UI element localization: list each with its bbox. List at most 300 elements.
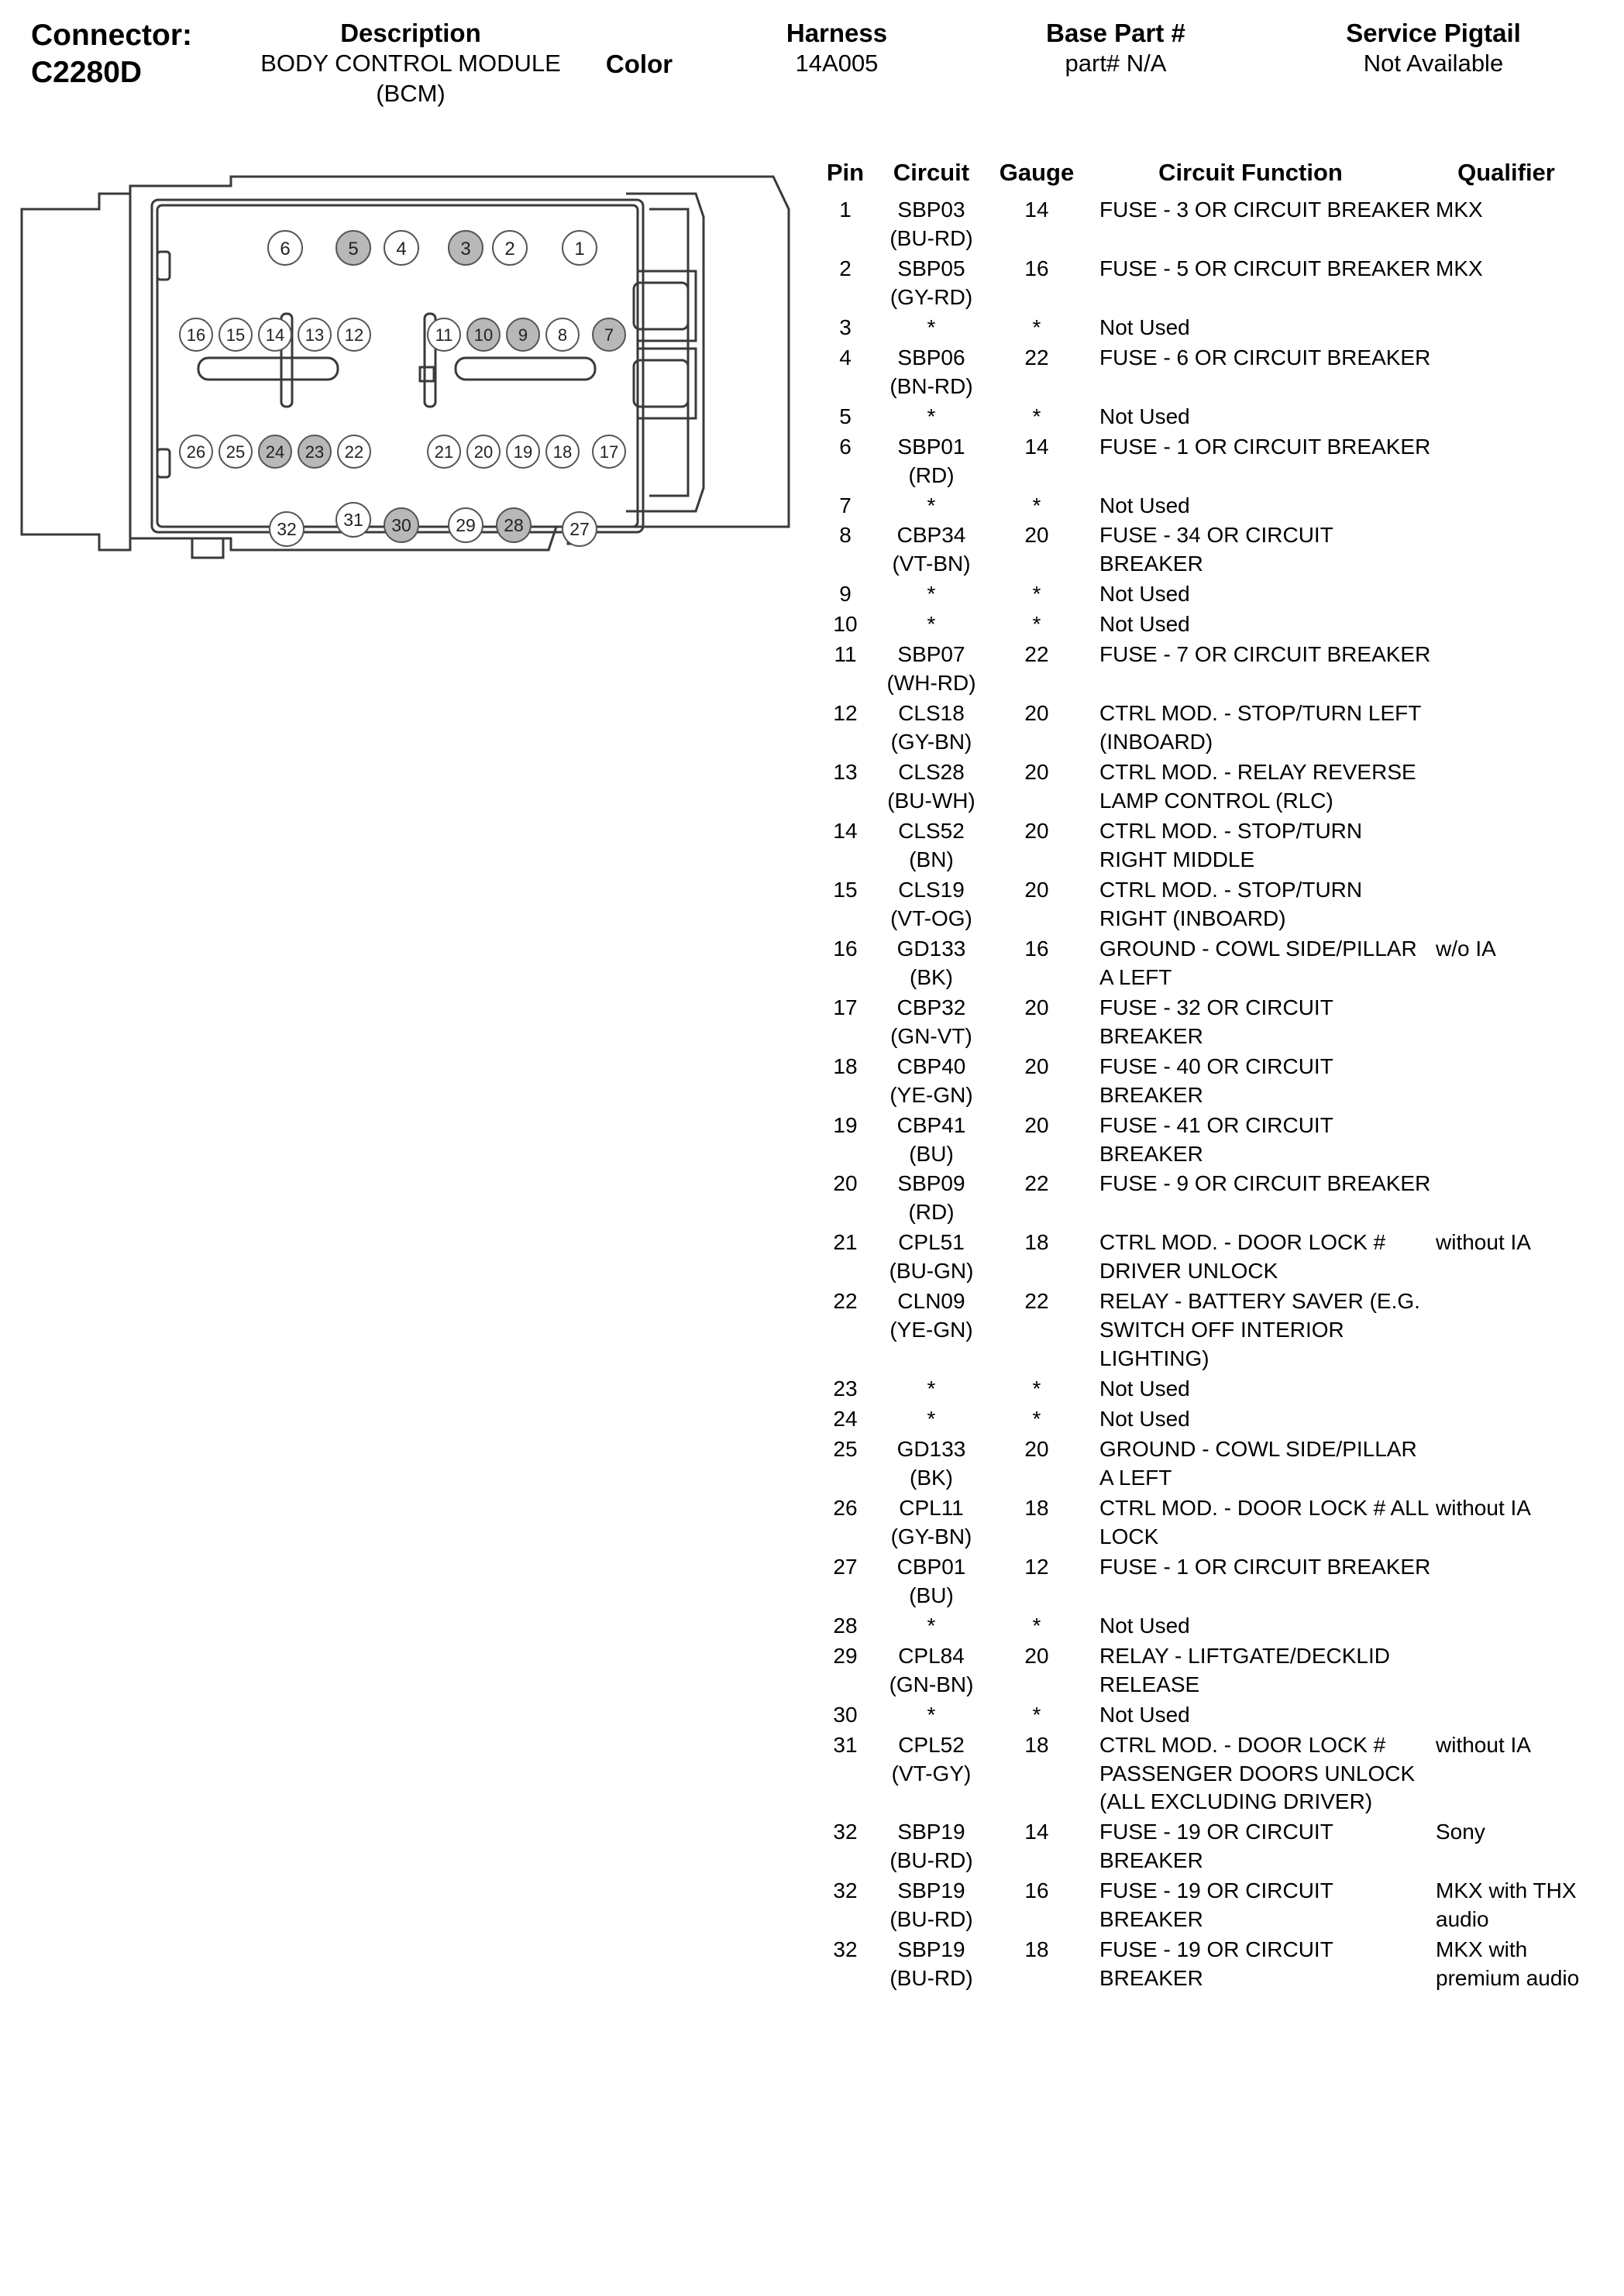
cell-circuit: [873, 610, 989, 639]
cell-qualifier: [1433, 1642, 1614, 1700]
cell-gauge: 22: [1024, 345, 1049, 369]
circuit-code: CPL84: [898, 1643, 965, 1668]
circuit-color: (GN-VT): [890, 1023, 972, 1048]
cell-pin: 12: [833, 701, 858, 726]
table-row: [817, 1731, 1615, 1817]
cell-pin: 1: [839, 198, 852, 222]
base-part-value: part# N/A: [1065, 50, 1167, 77]
table-row: [817, 1435, 1615, 1493]
pin-29: [449, 508, 483, 542]
svg-text:28: 28: [504, 515, 524, 535]
cell-circuit-function: CTRL MOD. - DOOR LOCK # PASSENGER DOORS UNLOCK (ALL EXCLUDING DRIVER): [1099, 1732, 1416, 1814]
circuit-code: SBP05: [897, 256, 965, 280]
cell-pin: 13: [833, 760, 858, 785]
svg-text:12: 12: [344, 325, 364, 345]
cell-circuit-function: Not Used: [1099, 1377, 1190, 1401]
harness-title: Harness: [786, 19, 888, 47]
cell-circuit: [873, 758, 989, 816]
cell-qualifier: without IA: [1436, 1732, 1531, 1757]
circuit-color: (BU-RD): [889, 225, 973, 250]
table-row: [817, 610, 1615, 639]
cell-qualifier: [1433, 1435, 1614, 1493]
cell-circuit: [873, 1112, 989, 1169]
pin-5: [336, 231, 370, 265]
pin-10: [467, 318, 500, 351]
cell-circuit-function: CTRL MOD. - DOOR LOCK # ALL LOCK: [1099, 1495, 1429, 1548]
cell-gauge: 18: [1024, 1732, 1049, 1757]
circuit-color: (BU-GN): [889, 1259, 974, 1284]
cell-gauge: 22: [1024, 1171, 1049, 1196]
pin-15: [219, 318, 252, 351]
circuit-code: *: [927, 1702, 936, 1727]
cell-circuit: [873, 1287, 989, 1373]
circuit-code: *: [927, 1407, 936, 1432]
cell-qualifier: [1433, 876, 1614, 933]
pin-17: [593, 435, 625, 468]
table-row: [817, 1701, 1615, 1730]
table-row: [817, 433, 1615, 490]
cell-circuit-function: Not Used: [1099, 1407, 1190, 1432]
table-row: [817, 994, 1615, 1051]
cell-circuit: [873, 1435, 989, 1493]
cell-qualifier: [1433, 1553, 1614, 1610]
cell-pin: 4: [839, 345, 852, 369]
table-row: [817, 580, 1615, 609]
cell-circuit-function: FUSE - 19 OR CIRCUIT BREAKER: [1099, 1937, 1333, 1991]
cell-circuit: [873, 255, 989, 312]
cell-qualifier: [1433, 344, 1614, 401]
pin-row-3: [180, 435, 625, 468]
cell-qualifier: [1433, 758, 1614, 816]
cell-circuit: [873, 196, 989, 253]
connector-id-block: [31, 17, 192, 91]
circuit-code: CLS52: [898, 819, 965, 844]
cell-circuit: [873, 1818, 989, 1875]
circuit-color: (BU-WH): [887, 789, 975, 813]
cell-qualifier: [1433, 1112, 1614, 1169]
cell-circuit: [873, 314, 989, 342]
cell-circuit-function: FUSE - 9 OR CIRCUIT BREAKER: [1099, 1171, 1431, 1196]
circuit-code: GD133: [896, 1437, 966, 1462]
pin-row-1: [268, 231, 597, 265]
cell-gauge: *: [1032, 1407, 1041, 1432]
cell-pin: 11: [834, 642, 857, 667]
cell-circuit-function: FUSE - 34 OR CIRCUIT BREAKER: [1099, 523, 1333, 576]
column-header-circuit: Circuit: [893, 159, 970, 186]
cell-circuit-function: FUSE - 32 OR CIRCUIT BREAKER: [1099, 995, 1333, 1048]
table-row: [817, 196, 1615, 253]
cell-circuit: [873, 1642, 989, 1700]
circuit-color: (BU): [909, 1583, 954, 1607]
pin-25: [219, 435, 252, 468]
cell-gauge: 20: [1024, 1112, 1049, 1137]
cell-circuit: [873, 1731, 989, 1817]
cell-circuit: [873, 1053, 989, 1110]
cell-pin: 2: [839, 256, 852, 280]
cell-circuit: [873, 403, 989, 431]
cell-qualifier: [1433, 433, 1614, 490]
circuit-code: *: [927, 1613, 936, 1638]
cell-circuit-function: FUSE - 1 OR CIRCUIT BREAKER: [1099, 434, 1431, 459]
cell-gauge: *: [1032, 493, 1041, 517]
circuit-code: CPL52: [898, 1732, 965, 1757]
circuit-code: SBP03: [897, 198, 965, 222]
circuit-code: *: [927, 582, 936, 607]
cell-pin: 20: [833, 1171, 858, 1196]
svg-text:5: 5: [348, 239, 359, 260]
cell-pin: 16: [833, 936, 858, 961]
cell-pin: 15: [833, 877, 858, 902]
cell-circuit: [873, 994, 989, 1051]
svg-text:4: 4: [396, 239, 407, 260]
description-column: [256, 17, 566, 109]
table-row: [817, 314, 1615, 342]
circuit-color: (GY-BN): [890, 1524, 972, 1548]
cell-gauge: 14: [1024, 198, 1049, 222]
pin-9: [507, 318, 539, 351]
cell-circuit-function: Not Used: [1099, 612, 1190, 637]
circuit-color: (YE-GN): [889, 1318, 973, 1342]
cell-pin: 27: [833, 1554, 858, 1579]
table-row: [817, 492, 1615, 521]
svg-text:25: 25: [225, 442, 246, 462]
pin-28: [497, 508, 531, 542]
circuit-code: SBP19: [897, 1820, 965, 1844]
pin-30: [384, 508, 418, 542]
cell-gauge: 18: [1024, 1230, 1049, 1255]
circuit-color: (BK): [910, 1465, 953, 1490]
cell-circuit-function: FUSE - 1 OR CIRCUIT BREAKER: [1099, 1554, 1431, 1579]
cell-qualifier: without IA: [1436, 1495, 1531, 1520]
table-row: [817, 1877, 1615, 1934]
circuit-color: (BU-RD): [889, 1907, 973, 1932]
table-row: [817, 521, 1615, 579]
cell-circuit: [873, 1405, 989, 1434]
cell-circuit: [873, 935, 989, 992]
circuit-code: CPL51: [898, 1230, 965, 1255]
circuit-code: CLS19: [898, 877, 965, 902]
circuit-code: CBP32: [896, 995, 966, 1019]
table-row: [817, 758, 1615, 816]
cell-pin: 32: [833, 1878, 858, 1903]
cell-circuit-function: FUSE - 3 OR CIRCUIT BREAKER: [1099, 198, 1431, 222]
harness-value: 14A005: [795, 50, 879, 77]
cell-circuit-function: CTRL MOD. - STOP/TURN RIGHT (INBOARD): [1099, 877, 1363, 930]
cell-circuit-function: CTRL MOD. - STOP/TURN RIGHT MIDDLE: [1099, 819, 1363, 871]
pin-6: [268, 231, 302, 265]
cell-circuit-function: RELAY - BATTERY SAVER (E.G. SWITCH OFF INTERIOR LIGHTING): [1099, 1289, 1420, 1371]
cell-gauge: *: [1032, 1613, 1041, 1638]
cell-circuit: [873, 344, 989, 401]
cell-pin: 8: [839, 523, 852, 548]
circuit-code: SBP09: [897, 1171, 965, 1196]
table-row: [817, 1112, 1615, 1169]
svg-text:20: 20: [473, 442, 494, 462]
cell-circuit: [873, 817, 989, 875]
cell-pin: 21: [833, 1230, 858, 1255]
cell-circuit-function: FUSE - 7 OR CIRCUIT BREAKER: [1099, 642, 1431, 667]
cell-gauge: 18: [1024, 1495, 1049, 1520]
cell-gauge: *: [1032, 582, 1041, 607]
cell-gauge: *: [1032, 404, 1041, 428]
cell-gauge: 16: [1024, 1878, 1049, 1903]
svg-text:15: 15: [225, 325, 246, 345]
cell-qualifier: [1433, 1170, 1614, 1227]
cell-circuit: [873, 1612, 989, 1641]
cell-circuit-function: Not Used: [1099, 1702, 1190, 1727]
pin-3: [449, 231, 483, 265]
circuit-code: SBP06: [897, 345, 965, 369]
cell-qualifier: [1433, 699, 1614, 757]
circuit-code: *: [927, 612, 936, 637]
pin-19: [507, 435, 539, 468]
pin-20: [467, 435, 500, 468]
circuit-color: (RD): [908, 1200, 955, 1225]
svg-text:26: 26: [186, 442, 206, 462]
cell-gauge: 20: [1024, 760, 1049, 785]
svg-text:9: 9: [518, 325, 528, 345]
circuit-color: (YE-GN): [889, 1082, 973, 1107]
table-row: [817, 1287, 1615, 1373]
circuit-color: (RD): [908, 462, 955, 487]
service-pigtail-column: [1278, 17, 1588, 79]
pin-11: [428, 318, 460, 351]
cell-qualifier: [1433, 492, 1614, 521]
pin-1: [563, 231, 597, 265]
circuit-color: (VT-OG): [890, 906, 972, 930]
circuit-code: *: [927, 1377, 936, 1401]
table-row: [817, 255, 1615, 312]
color-column: [573, 48, 705, 80]
svg-text:32: 32: [277, 519, 297, 539]
circuit-color: (VT-BN): [892, 552, 971, 576]
cell-qualifier: [1433, 1612, 1614, 1641]
cell-qualifier: [1433, 1287, 1614, 1373]
cell-circuit: [873, 580, 989, 609]
cell-qualifier: Sony: [1436, 1820, 1485, 1844]
svg-text:17: 17: [599, 442, 619, 462]
table-row: [817, 817, 1615, 875]
svg-text:18: 18: [552, 442, 573, 462]
table-row: [817, 1612, 1615, 1641]
cell-circuit-function: FUSE - 19 OR CIRCUIT BREAKER: [1099, 1820, 1333, 1873]
cell-circuit: [873, 876, 989, 933]
table-row: [817, 699, 1615, 757]
pin-16: [180, 318, 212, 351]
cell-circuit-function: FUSE - 5 OR CIRCUIT BREAKER: [1099, 256, 1431, 280]
circuit-code: CLS28: [898, 760, 965, 785]
cell-pin: 3: [839, 314, 852, 339]
cell-gauge: 20: [1024, 819, 1049, 844]
column-header-qualifier: Qualifier: [1457, 159, 1555, 186]
cell-pin: 30: [833, 1702, 858, 1727]
cell-qualifier: [1433, 1405, 1614, 1434]
cell-circuit-function: FUSE - 6 OR CIRCUIT BREAKER: [1099, 345, 1431, 369]
pin-24: [259, 435, 291, 468]
svg-text:7: 7: [604, 325, 614, 345]
cell-circuit: [873, 1936, 989, 1993]
cell-gauge: 14: [1024, 1820, 1049, 1844]
cell-pin: 32: [833, 1820, 858, 1844]
pin-18: [546, 435, 579, 468]
cell-gauge: 20: [1024, 701, 1049, 726]
column-header-function: Circuit Function: [1158, 159, 1343, 186]
pin-4: [384, 231, 418, 265]
connector-id: C2280D: [31, 55, 143, 89]
cell-circuit: [873, 1877, 989, 1934]
svg-text:21: 21: [434, 442, 454, 462]
cell-circuit: [873, 1375, 989, 1404]
svg-text:31: 31: [343, 510, 363, 530]
table-row: [817, 1229, 1615, 1286]
svg-text:8: 8: [557, 325, 568, 345]
cell-pin: 28: [833, 1613, 858, 1638]
svg-text:27: 27: [569, 519, 590, 539]
cell-circuit-function: GROUND - COWL SIDE/PILLAR A LEFT: [1099, 936, 1417, 989]
pin-2: [493, 231, 527, 265]
pin-21: [428, 435, 460, 468]
circuit-code: SBP19: [897, 1937, 965, 1962]
cell-qualifier: [1433, 403, 1614, 431]
cell-gauge: 16: [1024, 936, 1049, 961]
table-row: [817, 1936, 1615, 1993]
cell-pin: 7: [839, 493, 852, 517]
circuit-code: CBP41: [896, 1112, 966, 1137]
cell-pin: 22: [833, 1289, 858, 1314]
circuit-color: (BU-RD): [889, 1848, 973, 1873]
cell-circuit-function: FUSE - 41 OR CIRCUIT BREAKER: [1099, 1112, 1333, 1166]
circuit-color: (GN-BN): [889, 1672, 974, 1696]
cell-circuit-function: FUSE - 19 OR CIRCUIT BREAKER: [1099, 1878, 1333, 1932]
cell-circuit: [873, 1494, 989, 1552]
cell-circuit-function: GROUND - COWL SIDE/PILLAR A LEFT: [1099, 1437, 1417, 1490]
circuit-code: SBP01: [897, 434, 965, 459]
svg-text:3: 3: [460, 239, 471, 260]
circuit-code: CBP34: [896, 523, 966, 548]
cell-qualifier: [1433, 817, 1614, 875]
cell-gauge: *: [1032, 612, 1041, 637]
svg-text:10: 10: [473, 325, 494, 345]
circuit-code: CPL11: [899, 1495, 964, 1520]
pin-23: [298, 435, 331, 468]
column-header-gauge: Gauge: [999, 159, 1075, 186]
circuit-color: (BU-RD): [889, 1966, 973, 1991]
service-pigtail-value: Not Available: [1363, 50, 1504, 77]
circuit-code: *: [927, 493, 936, 517]
cell-circuit: [873, 1701, 989, 1730]
circuit-color: (BN): [909, 847, 954, 871]
circuit-color: (GY-BN): [890, 730, 972, 754]
circuit-color: (VT-GY): [891, 1761, 972, 1786]
pin-table-header: [817, 159, 1615, 196]
svg-text:14: 14: [265, 325, 285, 345]
table-row: [817, 1053, 1615, 1110]
harness-column: [721, 17, 953, 79]
table-row: [817, 1494, 1615, 1552]
cell-circuit-function: FUSE - 40 OR CIRCUIT BREAKER: [1099, 1053, 1333, 1107]
cell-gauge: 22: [1024, 1289, 1049, 1314]
circuit-color: (BU): [909, 1141, 954, 1166]
cell-circuit-function: RELAY - LIFTGATE/DECKLID RELEASE: [1099, 1643, 1390, 1696]
cell-gauge: 20: [1024, 877, 1049, 902]
pin-32: [270, 512, 304, 546]
cell-circuit-function: Not Used: [1099, 314, 1190, 339]
cell-qualifier: [1433, 1701, 1614, 1730]
cell-pin: 23: [833, 1377, 858, 1401]
base-part-column: [984, 17, 1247, 79]
pin-8: [546, 318, 579, 351]
svg-text:11: 11: [435, 325, 453, 345]
table-row: [817, 641, 1615, 698]
cell-pin: 17: [833, 995, 858, 1019]
circuit-color: (BK): [910, 964, 953, 989]
table-row: [817, 1405, 1615, 1434]
svg-text:30: 30: [391, 515, 411, 535]
cell-circuit: [873, 641, 989, 698]
cell-pin: 18: [833, 1053, 858, 1078]
svg-text:1: 1: [574, 239, 585, 260]
column-header-pin: Pin: [826, 159, 865, 186]
svg-text:29: 29: [456, 515, 476, 535]
circuit-color: (WH-RD): [886, 671, 976, 696]
cell-gauge: *: [1032, 314, 1041, 339]
svg-text:24: 24: [265, 442, 285, 462]
svg-text:23: 23: [304, 442, 325, 462]
cell-gauge: *: [1032, 1377, 1041, 1401]
cell-circuit-function: Not Used: [1099, 493, 1190, 517]
svg-text:16: 16: [186, 325, 206, 345]
pin-26: [180, 435, 212, 468]
pin-13: [298, 318, 331, 351]
cell-qualifier: [1433, 521, 1614, 579]
cell-qualifier: [1433, 1375, 1614, 1404]
cell-qualifier: MKX with premium audio: [1436, 1937, 1580, 1991]
svg-text:19: 19: [513, 442, 533, 462]
service-pigtail-title: Service Pigtail: [1346, 19, 1521, 47]
cell-gauge: 20: [1024, 995, 1049, 1019]
cell-circuit: [873, 492, 989, 521]
table-row: [817, 403, 1615, 431]
cell-circuit-function: Not Used: [1099, 404, 1190, 428]
cell-qualifier: [1433, 610, 1614, 639]
cell-circuit: [873, 1229, 989, 1286]
cell-qualifier: MKX with THX audio: [1436, 1878, 1577, 1932]
circuit-code: SBP07: [897, 642, 965, 667]
connector-drawing: [14, 163, 812, 643]
cell-gauge: 20: [1024, 1053, 1049, 1078]
cell-qualifier: w/o IA: [1436, 936, 1496, 961]
pin-27: [563, 512, 597, 546]
cell-gauge: 16: [1024, 256, 1049, 280]
cell-gauge: *: [1032, 1702, 1041, 1727]
connector-diagram-svg: [14, 163, 812, 643]
pin-12: [338, 318, 370, 351]
circuit-code: *: [927, 404, 936, 428]
circuit-color: (GY-RD): [889, 284, 973, 309]
cell-circuit: [873, 1553, 989, 1610]
pin-14: [259, 318, 291, 351]
cell-circuit: [873, 433, 989, 490]
pin-22: [338, 435, 370, 468]
svg-text:6: 6: [280, 239, 291, 260]
cell-gauge: 20: [1024, 1643, 1049, 1668]
cell-pin: 29: [833, 1643, 858, 1668]
cell-pin: 14: [833, 819, 858, 844]
circuit-code: SBP19: [897, 1878, 965, 1903]
table-row: [817, 935, 1615, 992]
circuit-code: CLN09: [897, 1289, 965, 1314]
cell-pin: 19: [833, 1112, 858, 1137]
